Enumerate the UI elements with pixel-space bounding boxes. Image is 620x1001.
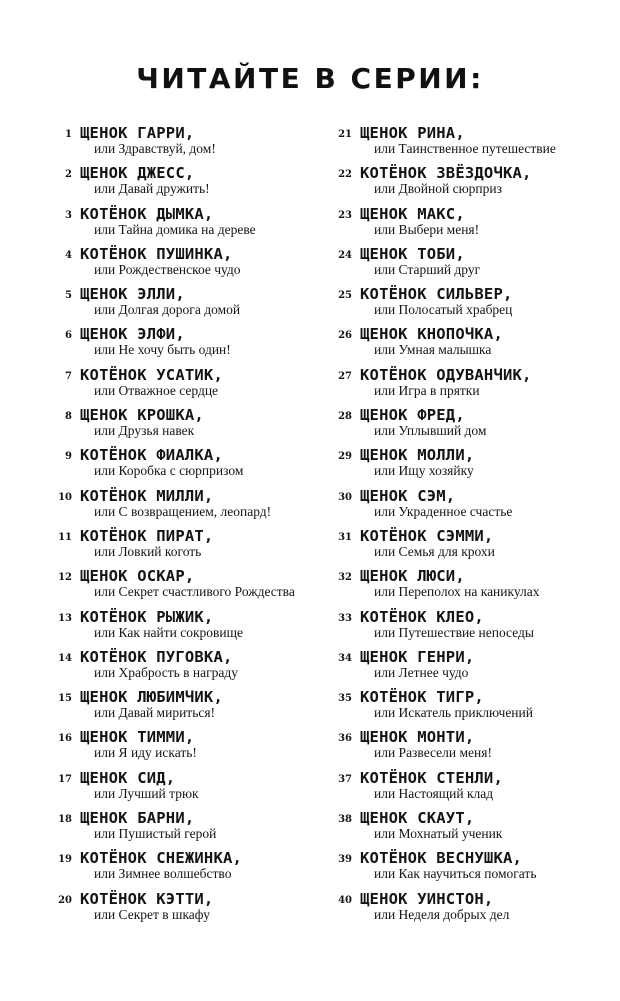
book-number: 28 xyxy=(338,411,352,423)
book-subtitle: или Я иду искать! xyxy=(94,745,197,761)
book-title: КОТЁНОК МИЛЛИ, xyxy=(80,486,214,505)
book-number: 1 xyxy=(65,129,72,140)
book-subtitle: или Настоящий клад xyxy=(374,785,494,801)
book-title: КОТЁНОК РЫЖИК, xyxy=(80,607,214,626)
book-title: КОТЁНОК ДЫМКА, xyxy=(80,204,214,223)
book-number: 38 xyxy=(338,814,352,826)
book-number: 16 xyxy=(58,733,72,745)
book-entry xyxy=(52,608,332,648)
book-number: 22 xyxy=(338,169,352,181)
book-subtitle: или Не хочу быть один! xyxy=(94,342,231,358)
book-number: 40 xyxy=(338,894,352,906)
book-number: 26 xyxy=(338,330,352,342)
book-entry xyxy=(332,124,617,164)
book-entry xyxy=(52,366,332,406)
book-subtitle: или Зимнее волшебство xyxy=(94,866,232,882)
book-entry xyxy=(332,688,617,728)
book-title: КОТЁНОК КЛЕО, xyxy=(360,607,484,626)
book-entry xyxy=(52,567,332,607)
book-subtitle: или Друзья навек xyxy=(94,423,195,439)
book-number: 35 xyxy=(338,693,352,705)
book-entry xyxy=(332,164,617,204)
book-title: ЩЕНОК ГАРРИ, xyxy=(80,124,195,142)
book-subtitle: или Украденное счастье xyxy=(374,503,513,519)
book-entry xyxy=(52,648,332,688)
book-subtitle: или Храбрость в награду xyxy=(94,664,239,680)
book-title: ЩЕНОК СЭМ, xyxy=(360,486,456,505)
book-subtitle: или С возвращением, леопард! xyxy=(94,503,272,519)
book-subtitle: или Семья для крохи xyxy=(374,543,495,559)
book-subtitle: или Выбери меня! xyxy=(374,221,480,237)
book-number: 6 xyxy=(65,330,72,342)
book-title: ЩЕНОК ОСКАР, xyxy=(80,567,195,586)
book-subtitle: или Давай мириться! xyxy=(94,705,216,721)
book-number: 24 xyxy=(338,249,352,261)
book-title: КОТЁНОК ПИРАТ, xyxy=(80,526,214,545)
book-number: 39 xyxy=(338,854,352,866)
book-subtitle: или Двойной сюрприз xyxy=(374,181,502,197)
book-title: ЩЕНОК МАКС, xyxy=(360,204,465,223)
book-subtitle: или Коробка с сюрпризом xyxy=(94,463,244,479)
book-number: 2 xyxy=(65,169,72,181)
book-entry xyxy=(332,487,617,527)
book-number: 11 xyxy=(58,531,72,543)
series-list-right-column xyxy=(332,124,617,930)
book-entry xyxy=(332,205,617,245)
book-number: 14 xyxy=(58,652,72,664)
book-title: КОТЁНОК СИЛЬВЕР, xyxy=(360,285,513,304)
book-number: 29 xyxy=(338,451,352,463)
book-title: ЩЕНОК УИНСТОН, xyxy=(360,889,494,908)
book-number: 21 xyxy=(338,129,352,140)
book-subtitle: или Ищу хозяйку xyxy=(374,463,474,479)
book-number: 13 xyxy=(58,612,72,624)
book-number: 5 xyxy=(65,290,72,302)
book-entry xyxy=(332,890,617,930)
book-subtitle: или Уплывший дом xyxy=(374,423,487,439)
book-number: 4 xyxy=(65,249,72,261)
book-entry xyxy=(52,245,332,285)
book-entry xyxy=(332,245,617,285)
book-number: 15 xyxy=(58,693,72,705)
book-entry xyxy=(332,849,617,889)
book-entry xyxy=(52,527,332,567)
book-subtitle: или Неделя добрых дел xyxy=(374,906,510,922)
book-title: КОТЁНОК ЗВЁЗДОЧКА, xyxy=(360,164,532,183)
book-subtitle: или Рождественское чудо xyxy=(94,261,241,277)
series-list-left-column xyxy=(52,124,332,930)
book-title: ЩЕНОК ЭЛЛИ, xyxy=(80,285,185,304)
book-title: КОТЁНОК УСАТИК, xyxy=(80,365,223,384)
book-title: ЩЕНОК ДЖЕСС, xyxy=(80,164,195,183)
book-subtitle: или Мохнатый ученик xyxy=(374,826,503,842)
book-subtitle: или Ловкий коготь xyxy=(94,543,202,559)
book-entry xyxy=(332,769,617,809)
book-subtitle: или Полосатый храбрец xyxy=(374,302,513,318)
book-title: ЩЕНОК МОНТИ, xyxy=(360,728,475,747)
book-entry xyxy=(332,527,617,567)
book-subtitle: или Развесели меня! xyxy=(374,745,492,761)
book-title: ЩЕНОК ТОБИ, xyxy=(360,244,465,263)
book-subtitle: или Таинственное путешествие xyxy=(374,141,556,156)
book-title: КОТЁНОК ТИГР, xyxy=(360,688,484,707)
book-entry xyxy=(52,809,332,849)
book-subtitle: или Отважное сердце xyxy=(94,382,219,398)
book-title: КОТЁНОК ОДУВАНЧИК, xyxy=(360,365,532,384)
book-number: 17 xyxy=(58,773,72,785)
book-number: 31 xyxy=(338,531,352,543)
book-entry xyxy=(52,205,332,245)
book-title: КОТЁНОК СНЕЖИНКА, xyxy=(80,849,243,868)
book-subtitle: или Искатель приключений xyxy=(374,705,533,721)
book-entry xyxy=(332,648,617,688)
book-title: ЩЕНОК ЭЛФИ, xyxy=(80,325,185,344)
book-subtitle: или Умная малышка xyxy=(374,342,492,358)
book-title: ЩЕНОК МОЛЛИ, xyxy=(360,446,475,465)
book-title: ЩЕНОК КНОПОЧКА, xyxy=(360,325,503,344)
book-entry xyxy=(52,688,332,728)
book-number: 18 xyxy=(58,814,72,826)
book-number: 8 xyxy=(65,411,72,423)
book-subtitle: или Как научиться помогать xyxy=(374,866,537,882)
book-title: КОТЁНОК СТЕНЛИ, xyxy=(360,768,503,787)
book-entry xyxy=(52,406,332,446)
book-title: КОТЁНОК ВЕСНУШКА, xyxy=(360,849,523,868)
book-entry xyxy=(52,446,332,486)
book-entry xyxy=(332,325,617,365)
book-subtitle: или Лучший трюк xyxy=(94,785,199,801)
book-subtitle: или Давай дружить! xyxy=(94,181,210,197)
book-entry xyxy=(52,849,332,889)
book-subtitle: или Долгая дорога домой xyxy=(94,302,241,318)
book-entry xyxy=(52,728,332,768)
book-title: КОТЁНОК ПУШИНКА, xyxy=(80,244,233,263)
book-entry xyxy=(332,406,617,446)
book-entry xyxy=(52,890,332,930)
book-entry xyxy=(332,608,617,648)
book-number: 10 xyxy=(58,491,72,503)
book-title: ЩЕНОК БАРНИ, xyxy=(80,809,195,828)
book-subtitle: или Летнее чудо xyxy=(374,664,469,680)
book-title: ЩЕНОК ТИММИ, xyxy=(80,728,195,747)
book-number: 25 xyxy=(338,290,352,302)
book-number: 36 xyxy=(338,733,352,745)
book-number: 37 xyxy=(338,773,352,785)
book-number: 30 xyxy=(338,491,352,503)
book-title: КОТЁНОК ПУГОВКА, xyxy=(80,647,233,666)
book-number: 33 xyxy=(338,612,352,624)
book-title: ЩЕНОК СКАУТ, xyxy=(360,809,475,828)
book-subtitle: или Секрет счастливого Рождества xyxy=(94,584,295,600)
book-entry xyxy=(332,446,617,486)
book-entry xyxy=(52,769,332,809)
book-entry xyxy=(52,325,332,365)
book-title: КОТЁНОК КЭТТИ, xyxy=(80,889,214,908)
book-title: ЩЕНОК ГЕНРИ, xyxy=(360,647,475,666)
page-heading: ЧИТАЙТЕ В СЕРИИ: xyxy=(136,62,484,95)
book-entry xyxy=(52,164,332,204)
book-title: ЩЕНОК ЛЮСИ, xyxy=(360,567,465,586)
book-title: КОТЁНОК СЭММИ, xyxy=(360,526,494,545)
book-entry xyxy=(52,487,332,527)
book-number: 12 xyxy=(58,572,72,584)
book-subtitle: или Секрет в шкафу xyxy=(94,906,210,922)
book-number: 7 xyxy=(65,370,72,382)
book-number: 9 xyxy=(65,451,72,463)
book-title: КОТЁНОК ФИАЛКА, xyxy=(80,446,223,465)
book-subtitle: или Пушистый герой xyxy=(94,826,217,842)
book-entry xyxy=(52,124,332,164)
book-number: 27 xyxy=(338,370,352,382)
book-number: 34 xyxy=(338,652,352,664)
book-number: 20 xyxy=(58,894,72,906)
book-subtitle: или Переполох на каникулах xyxy=(374,584,540,600)
book-entry xyxy=(332,285,617,325)
book-title: ЩЕНОК СИД, xyxy=(80,768,176,787)
book-subtitle: или Тайна домика на дереве xyxy=(94,221,256,237)
book-entry xyxy=(332,366,617,406)
book-title: ЩЕНОК КРОШКА, xyxy=(80,406,204,425)
book-entry xyxy=(332,567,617,607)
book-entry xyxy=(52,285,332,325)
book-subtitle: или Как найти сокровище xyxy=(94,624,244,640)
book-number: 32 xyxy=(338,572,352,584)
book-number: 3 xyxy=(65,209,72,221)
book-title: ЩЕНОК РИНА, xyxy=(360,124,465,142)
book-subtitle: или Игра в прятки xyxy=(374,382,480,398)
book-title: ЩЕНОК ЛЮБИМЧИК, xyxy=(80,688,223,707)
book-number: 19 xyxy=(58,854,72,866)
book-subtitle: или Старший друг xyxy=(374,261,481,277)
book-entry xyxy=(332,809,617,849)
book-title: ЩЕНОК ФРЕД, xyxy=(360,406,465,425)
book-entry xyxy=(332,728,617,768)
book-subtitle: или Путешествие непоседы xyxy=(374,624,534,640)
book-subtitle: или Здравствуй, дом! xyxy=(94,141,216,156)
book-number: 23 xyxy=(338,209,352,221)
